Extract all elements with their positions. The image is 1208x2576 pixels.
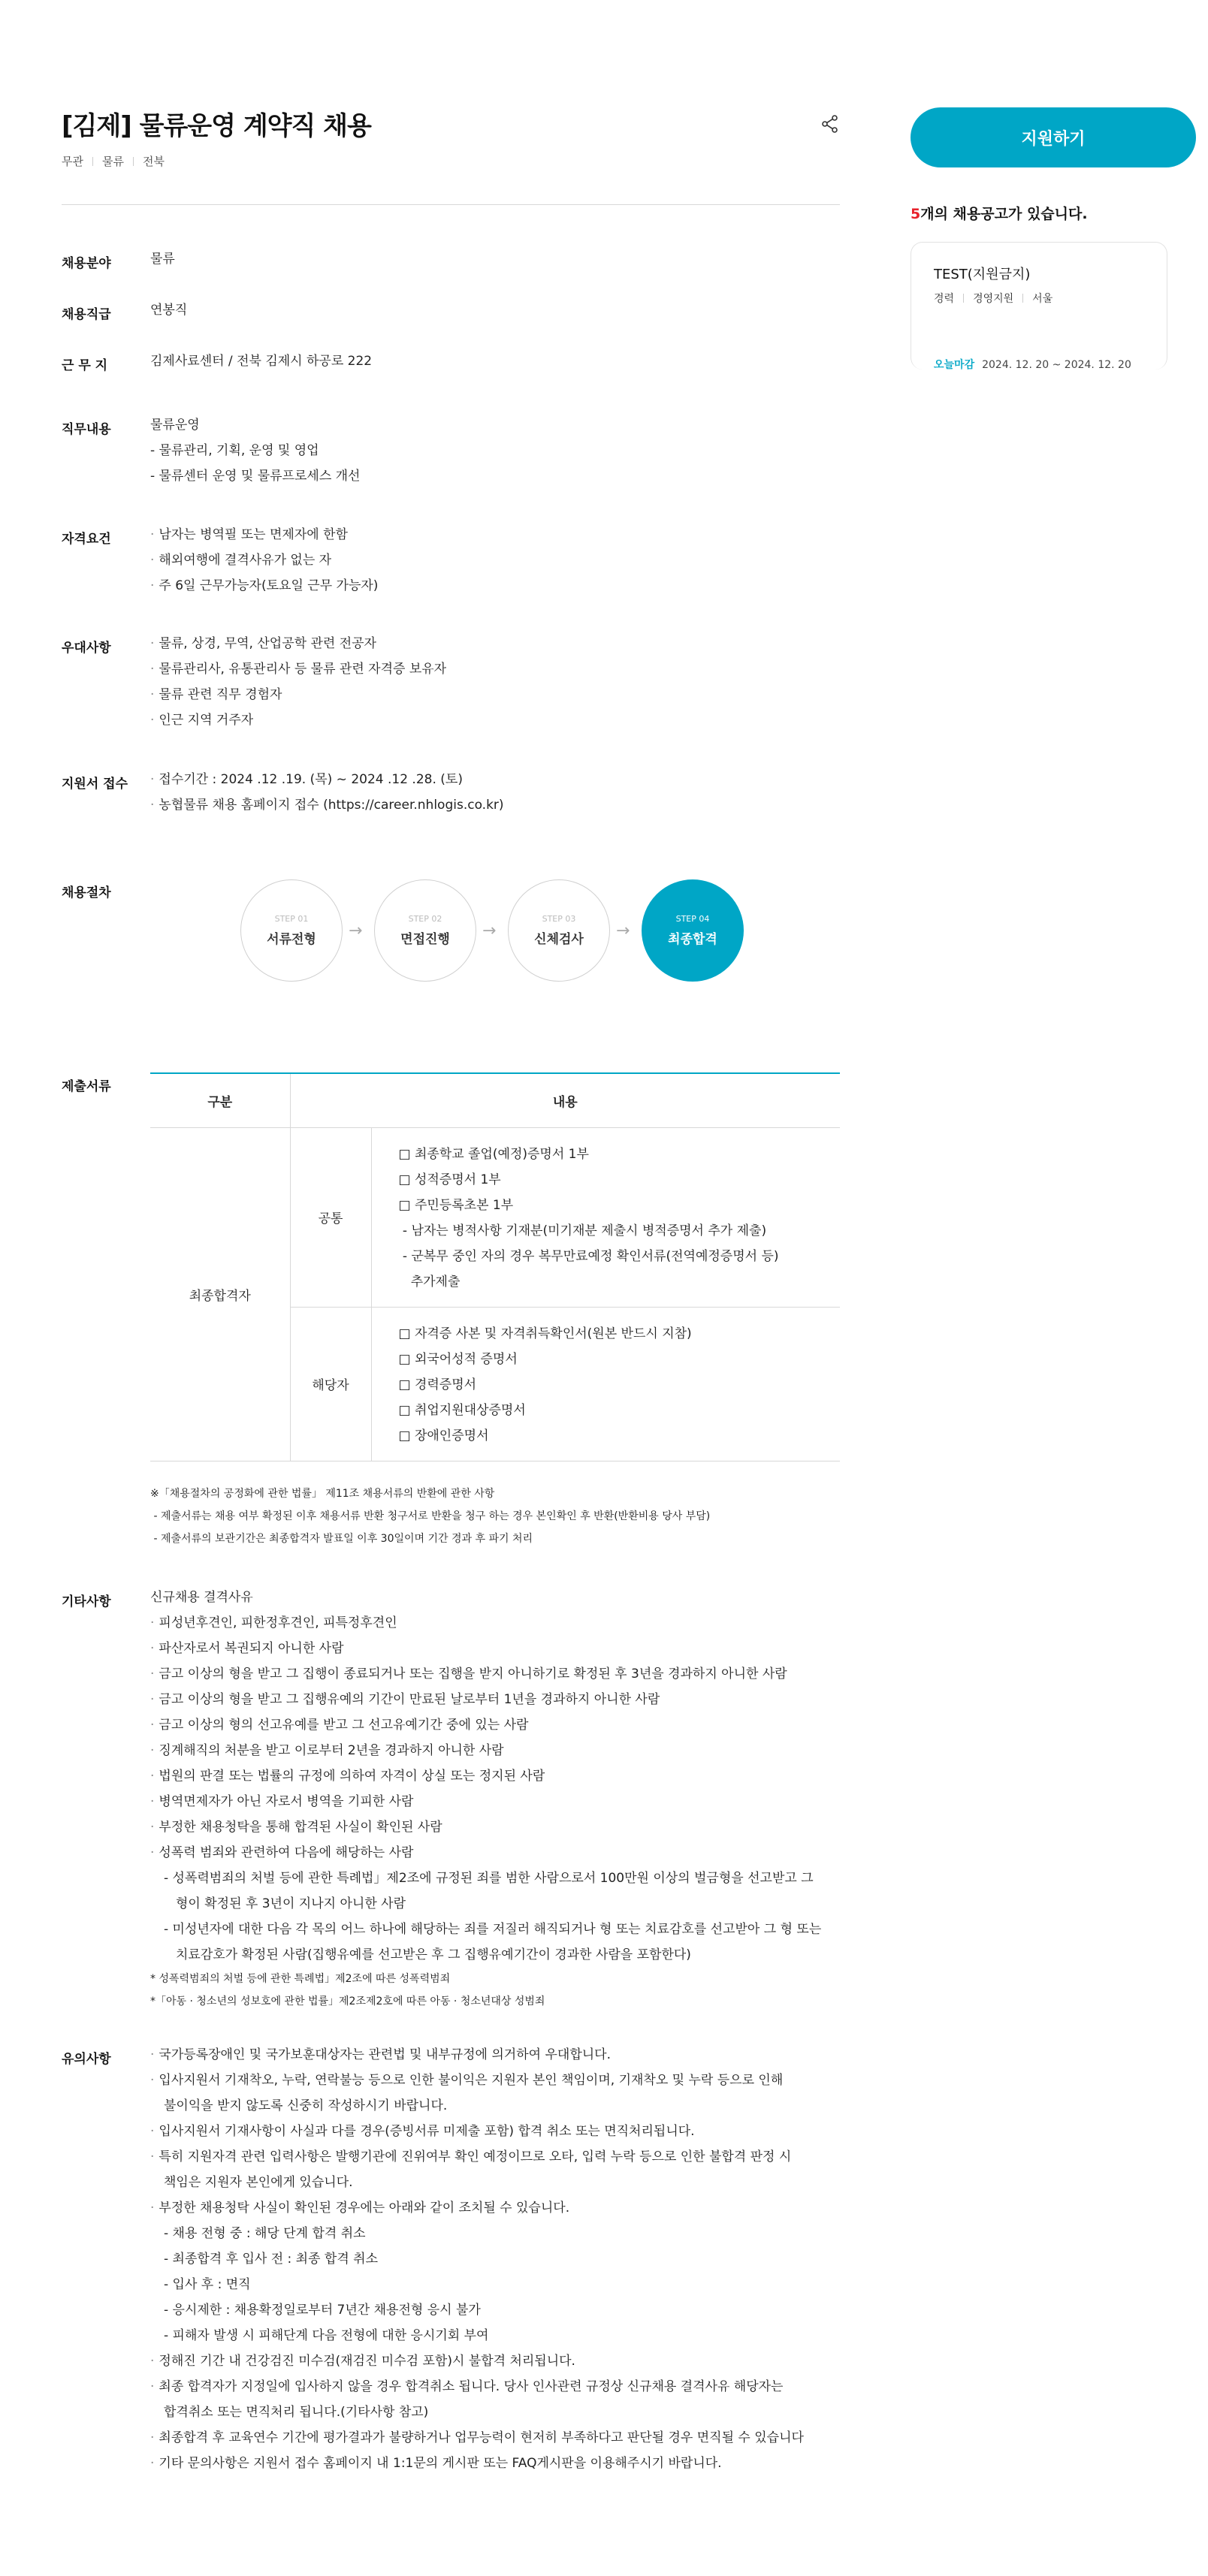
apply-button[interactable]: 지원하기	[911, 107, 1196, 167]
section-label: 직무내용	[62, 422, 111, 437]
duty-line: - 물류센터 운영 및 물류프로세스 개선	[150, 469, 361, 484]
job-tags	[62, 153, 165, 169]
tag-divider	[133, 157, 134, 166]
qualification-line: · 주 6일 근무가능자(토요일 근무 가능자)	[150, 573, 840, 599]
others-line: 형이 확정된 후 3년이 지나지 아니한 사람	[176, 1896, 406, 1911]
meta-region: 서울	[1032, 293, 1053, 305]
others-line: *「아동 · 청소년의 성보호에 관한 법률」제2조제2호에 따른 아동 · 청소년대상 성범죄	[150, 1995, 545, 2007]
caution-line: - 입사 후 : 면직	[164, 2277, 251, 2292]
job-count	[911, 203, 1088, 223]
group-cell: 최종합격자	[150, 1127, 290, 1461]
doc-line: □ 최종학교 졸업(예정)증명서 1부	[398, 1146, 589, 1162]
others-line: - 성폭력범죄의 처벌 등에 관한 특례법」제2조에 규정된 죄를 범한 사람으로서 100만원 이상의 벌금형을 선고받고 그	[164, 1871, 814, 1886]
arrow-right-icon: →	[616, 922, 630, 940]
section-label: 채용분야	[62, 256, 111, 271]
date-range: 2024. 12. 20 ~ 2024. 12. 20	[982, 359, 1131, 370]
common-docs	[371, 1127, 840, 1307]
caution-line: 불이익을 받지 않도록 신중히 작성하시기 바랍니다.	[164, 2098, 448, 2113]
caution-line: 합격취소 또는 면직처리 됩니다.(기타사항 참고)	[164, 2405, 429, 2420]
documents-table	[150, 1072, 840, 1461]
caution-line: · 특히 지원자격 관련 입력사항은 발행기관에 진위여부 확인 예정이므로 오타, 입력 누락 등으로 인한 불합격 판정 시	[150, 2144, 840, 2170]
arrow-right-icon: →	[482, 922, 497, 940]
section-label: 채용직급	[62, 307, 111, 322]
others-line: · 금고 이상의 형을 받고 그 집행이 종료되거나 또는 집행을 받지 아니하기로 확정된 후 3년을 경과하지 아니한 사람	[150, 1661, 840, 1687]
section-label: 채용절차	[62, 885, 111, 900]
others-line: · 징계해직의 처분을 받고 이로부터 2년을 경과하지 아니한 사람	[150, 1738, 840, 1763]
step-number: STEP 03	[542, 914, 576, 924]
section-value: 물류	[150, 252, 175, 267]
caution-line: · 입사지원서 기재착오, 누락, 연락불능 등으로 인한 불이익은 지원자 본인 책임이며, 기재착오 및 누락 등으로 인해	[150, 2068, 840, 2093]
doc-line: 추가제출	[398, 1274, 461, 1290]
divider	[62, 204, 840, 205]
doc-line: - 남자는 병적사항 기재분(미기재분 제출시 병적증명서 추가 제출)	[398, 1223, 767, 1238]
caution-line: · 부정한 채용청탁 사실이 확인된 경우에는 아래와 같이 조치될 수 있습니다.	[150, 2195, 840, 2221]
section-body	[150, 1585, 840, 2013]
others-line: · 성폭력 범죄와 관련하여 다음에 해당하는 사람	[150, 1840, 840, 1866]
step-3	[508, 879, 610, 982]
applicable-label: 해당자	[290, 1307, 371, 1461]
section-label: 자격요건	[62, 532, 111, 547]
column-header: 구분	[150, 1073, 290, 1127]
preference-line: · 인근 지역 거주자	[150, 707, 840, 733]
caution-line: · 입사지원서 기재사항이 사실과 다를 경우(증빙서류 미제출 포함) 합격 취소 또는 면직처리됩니다.	[150, 2119, 840, 2144]
title-row	[62, 105, 840, 150]
job-card-date	[934, 357, 1131, 370]
preference-line: · 물류 관련 직무 경험자	[150, 682, 840, 707]
tag-divider	[92, 157, 93, 166]
section-label: 기타사항	[62, 1594, 111, 1609]
note-line: - 제출서류는 채용 여부 확정된 이후 채용서류 반환 청구서로 반환을 청구 하는 경우 본인확인 후 반환(반환비용 당사 부담)	[150, 1510, 711, 1522]
tag-category: 물류	[101, 155, 124, 168]
caution-line: - 피해자 발생 시 피해단계 다음 전형에 대한 응시기회 부여	[164, 2328, 489, 2343]
step-name: 신체검사	[534, 932, 584, 947]
meta-career: 경력	[934, 293, 955, 305]
job-count-number: 5	[911, 206, 921, 222]
section-label: 지원서 접수	[62, 777, 128, 792]
others-line: * 성폭력범죄의 처벌 등에 관한 특례법」제2조에 따른 성폭력범죄	[150, 1973, 451, 1985]
table-header-row	[150, 1073, 840, 1127]
section-body	[150, 412, 840, 489]
qualification-line: · 해외여행에 결격사유가 없는 자	[150, 547, 840, 573]
meta-category: 경영지원	[973, 293, 1014, 305]
caution-line: · 국가등록장애인 및 국가보훈대상자는 관련법 및 내부규정에 의거하여 우대합니다.	[150, 2042, 840, 2068]
applicable-docs	[371, 1307, 840, 1461]
step-number: STEP 04	[675, 914, 710, 924]
doc-line: □ 외국어성적 증명서	[398, 1351, 518, 1367]
others-line: 치료감호가 확정된 사람(집행유예를 선고받은 후 그 집행유예기간이 경과한 사람을 포함한다)	[176, 1947, 691, 1962]
job-card-title: TEST(지원금지)	[934, 267, 1031, 282]
others-line: · 금고 이상의 형의 선고유예를 받고 그 선고유예기간 중에 있는 사람	[150, 1712, 840, 1738]
caution-line: 책임은 지원자 본인에게 있습니다.	[164, 2175, 353, 2190]
section-value: 연봉직	[150, 303, 188, 318]
section-label: 근 무 지	[62, 358, 108, 373]
preference-line: · 물류관리사, 유통관리사 등 물류 관련 자격증 보유자	[150, 656, 840, 682]
others-line: · 파산자로서 복권되지 아니한 사람	[150, 1636, 840, 1661]
job-card[interactable]	[911, 242, 1167, 370]
doc-line: □ 주민등록초본 1부	[398, 1197, 514, 1213]
meta-divider	[1022, 294, 1023, 303]
section-body	[150, 631, 840, 733]
step-name: 최종합격	[668, 932, 717, 947]
section-value: 김제사료센터 / 전북 김제시 하공로 222	[150, 354, 373, 369]
step-number: STEP 02	[408, 914, 442, 924]
step-2	[374, 879, 476, 982]
tag-career: 무관	[62, 155, 83, 168]
others-line: · 피성년후견인, 피한정후견인, 피특정후견인	[150, 1610, 840, 1636]
caution-line: · 최종합격 후 교육연수 기간에 평가결과가 불량하거나 업무능력이 현저히 부족하다고 판단될 경우 면직될 수 있습니다	[150, 2425, 840, 2451]
application-period: · 접수기간 : 2024 .12 .19. (목) ~ 2024 .12 .28. (토)	[150, 767, 840, 792]
doc-line: □ 자격증 사본 및 자격취득확인서(원본 반드시 지참)	[398, 1326, 692, 1341]
step-name: 면접진행	[400, 932, 450, 947]
tag-region: 전북	[142, 155, 165, 168]
application-link[interactable]: · 농협물류 채용 홈페이지 접수 (https://career.nhlogis.co.kr)	[150, 792, 840, 818]
others-line: · 금고 이상의 형을 받고 그 집행유예의 기간이 만료된 날로부터 1년을 경과하지 아니한 사람	[150, 1687, 840, 1712]
doc-line: □ 성적증명서 1부	[398, 1172, 501, 1187]
job-card-meta	[934, 291, 1052, 306]
share-icon[interactable]	[820, 114, 840, 134]
others-title: 신규채용 결격사유	[150, 1590, 253, 1605]
arrow-right-icon: →	[349, 922, 363, 940]
duty-line: 물류운영	[150, 418, 200, 433]
doc-line: □ 취업지원대상증명서	[398, 1402, 526, 1418]
others-line: - 미성년자에 대한 다음 각 목의 어느 하나에 해당하는 죄를 저질러 해직되거나 형 또는 치료감호를 선고받아 그 형 또는	[164, 1922, 822, 1937]
step-name: 서류전형	[267, 932, 316, 947]
step-1	[240, 879, 343, 982]
caution-line: - 응시제한 : 채용확정일로부터 7년간 채용전형 응시 불가	[164, 2303, 481, 2318]
job-card-content	[934, 264, 1052, 306]
note-line: - 제출서류의 보관기간은 최종합격자 발표일 이후 30일이며 기간 경과 후 파기 처리	[150, 1533, 533, 1545]
step-number: STEP 01	[274, 914, 309, 924]
step-4	[642, 879, 744, 982]
table-row	[150, 1127, 840, 1307]
qualification-line: · 남자는 병역필 또는 면제자에 한함	[150, 522, 840, 547]
section-label: 유의사항	[62, 2052, 111, 2067]
caution-line: - 최종합격 후 입사 전 : 최종 합격 취소	[164, 2252, 378, 2267]
section-label: 제출서류	[62, 1079, 111, 1094]
doc-line: □ 장애인증명서	[398, 1428, 489, 1443]
meta-divider	[963, 294, 964, 303]
note-line: ※「채용절차의 공정화에 관한 법률」 제11조 채용서류의 반환에 관한 사항	[150, 1488, 495, 1500]
others-line: · 부정한 채용청탁을 통해 합격된 사실이 확인된 사람	[150, 1814, 840, 1840]
column-header: 내용	[290, 1073, 840, 1127]
section-body	[150, 522, 840, 599]
job-count-text: 개의 채용공고가 있습니다.	[920, 206, 1088, 222]
caution-line: · 정해진 기간 내 건강검진 미수검(재검진 미수검 포함)시 불합격 처리됩니다.	[150, 2348, 840, 2374]
section-body	[150, 2042, 840, 2476]
caution-line: - 채용 전형 중 : 해당 단계 합격 취소	[164, 2226, 366, 2241]
common-label: 공통	[290, 1127, 371, 1307]
duty-line: - 물류관리, 기획, 운영 및 영업	[150, 443, 319, 458]
doc-line: □ 경력증명서	[398, 1377, 477, 1392]
caution-line: · 최종 합격자가 지정일에 입사하지 않을 경우 합격취소 됩니다. 당사 인사관련 규정상 신규채용 결격사유 해당자는	[150, 2374, 840, 2400]
caution-line: · 기타 문의사항은 지원서 접수 홈페이지 내 1:1문의 게시판 또는 FAQ게시판을 이용해주시기 바랍니다.	[150, 2451, 840, 2476]
doc-line: - 군복무 중인 자의 경우 복무만료예정 확인서류(전역예정증명서 등)	[398, 1248, 779, 1264]
section-label: 우대사항	[62, 641, 111, 656]
preference-line: · 물류, 상경, 무역, 산업공학 관련 전공자	[150, 631, 840, 656]
others-line: · 법원의 판결 또는 법률의 규정에 의하여 자격이 상실 또는 정지된 사람	[150, 1763, 840, 1789]
section-body	[150, 767, 840, 818]
deadline-badge: 오늘마감	[934, 359, 975, 370]
documents-notes	[150, 1483, 840, 1550]
others-line: · 병역면제자가 아닌 자로서 병역을 기피한 사람	[150, 1789, 840, 1814]
process-steps	[240, 879, 766, 985]
page-title: [김제] 물류운영 계약직 채용	[62, 111, 371, 141]
